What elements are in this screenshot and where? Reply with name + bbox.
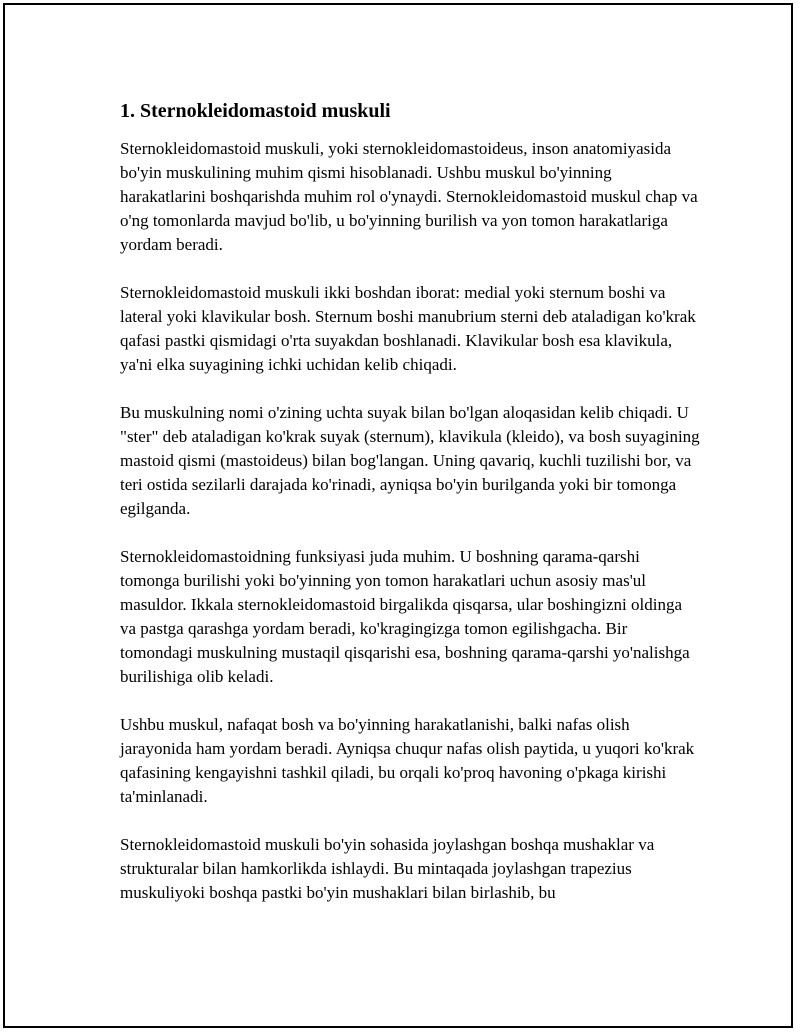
section-heading: 1. Sternokleidomastoid muskuli	[120, 100, 391, 122]
document-page	[3, 3, 793, 1028]
paragraph-4: Sternokleidomastoidning funksiyasi juda muhim. U boshning qarama-qarshi tomonga burilishi yoki bo'yinning yon tomon harakatlari uchun asosiy mas'ul masuldor. Ikkala sternokleidomastoid birgalikda qisqarsa, ular boshingizni oldinga va pastga qarashga yordam beradi, ko'kragingizga tomon egilishgacha. Bir tomondagi muskulning mustaqil qisqarishi esa, boshning qarama-qarshi yo'nalishga burilishiga olib keladi.	[120, 547, 690, 686]
paragraph-1: Sternokleidomastoid muskuli, yoki sternokleidomastoideus, inson anatomiyasida bo'yin muskulining muhim qismi hisoblanadi. Ushbu muskul bo'yinning harakatlarini boshqarishda muhim rol o'ynaydi. Sternokleidomastoid muskul chap va o'ng tomonlarda mavjud bo'lib, u bo'yinning burilish va yon tomon harakatlariga yordam beradi.	[120, 139, 698, 254]
paragraph-3: Bu muskulning nomi o'zining uchta suyak bilan bo'lgan aloqasidan kelib chiqadi. U "ster" deb ataladigan ko'krak suyak (sternum), klavikula (kleido), va bosh suyagining mastoid qismi (mastoideus) bilan bog'langan. Uning qavariq, kuchli tuzilishi bor, va teri ostida sezilarli darajada ko'rinadi, ayniqsa bo'yin burilganda yoki bir tomonga egilganda.	[120, 403, 700, 518]
paragraph-5: Ushbu muskul, nafaqat bosh va bo'yinning harakatlanishi, balki nafas olish jarayonida ham yordam beradi. Ayniqsa chuqur nafas olish paytida, u yuqori ko'krak qafasining kengayishni tashkil qiladi, bu orqali ko'proq havoning o'pkaga kirishi ta'minlanadi.	[120, 715, 695, 806]
paragraph-2: Sternokleidomastoid muskuli ikki boshdan iborat: medial yoki sternum boshi va lateral yoki klavikular bosh. Sternum boshi manubrium sterni deb ataladigan ko'krak qafasi pastki qismidagi o'rta suyakdan boshlanadi. Klavikular bosh esa klavikula, ya'ni elka suyagining ichki uchidan kelib chiqadi.	[120, 283, 696, 374]
paragraph-6: Sternokleidomastoid muskuli bo'yin sohasida joylashgan boshqa mushaklar va strukturalar bilan hamkorlikda ishlaydi. Bu mintaqada joylashgan trapezius muskuliyoki boshqa pastki bo'yin mushaklari bilan birlashib, bu	[120, 835, 655, 902]
document-body	[120, 98, 700, 929]
